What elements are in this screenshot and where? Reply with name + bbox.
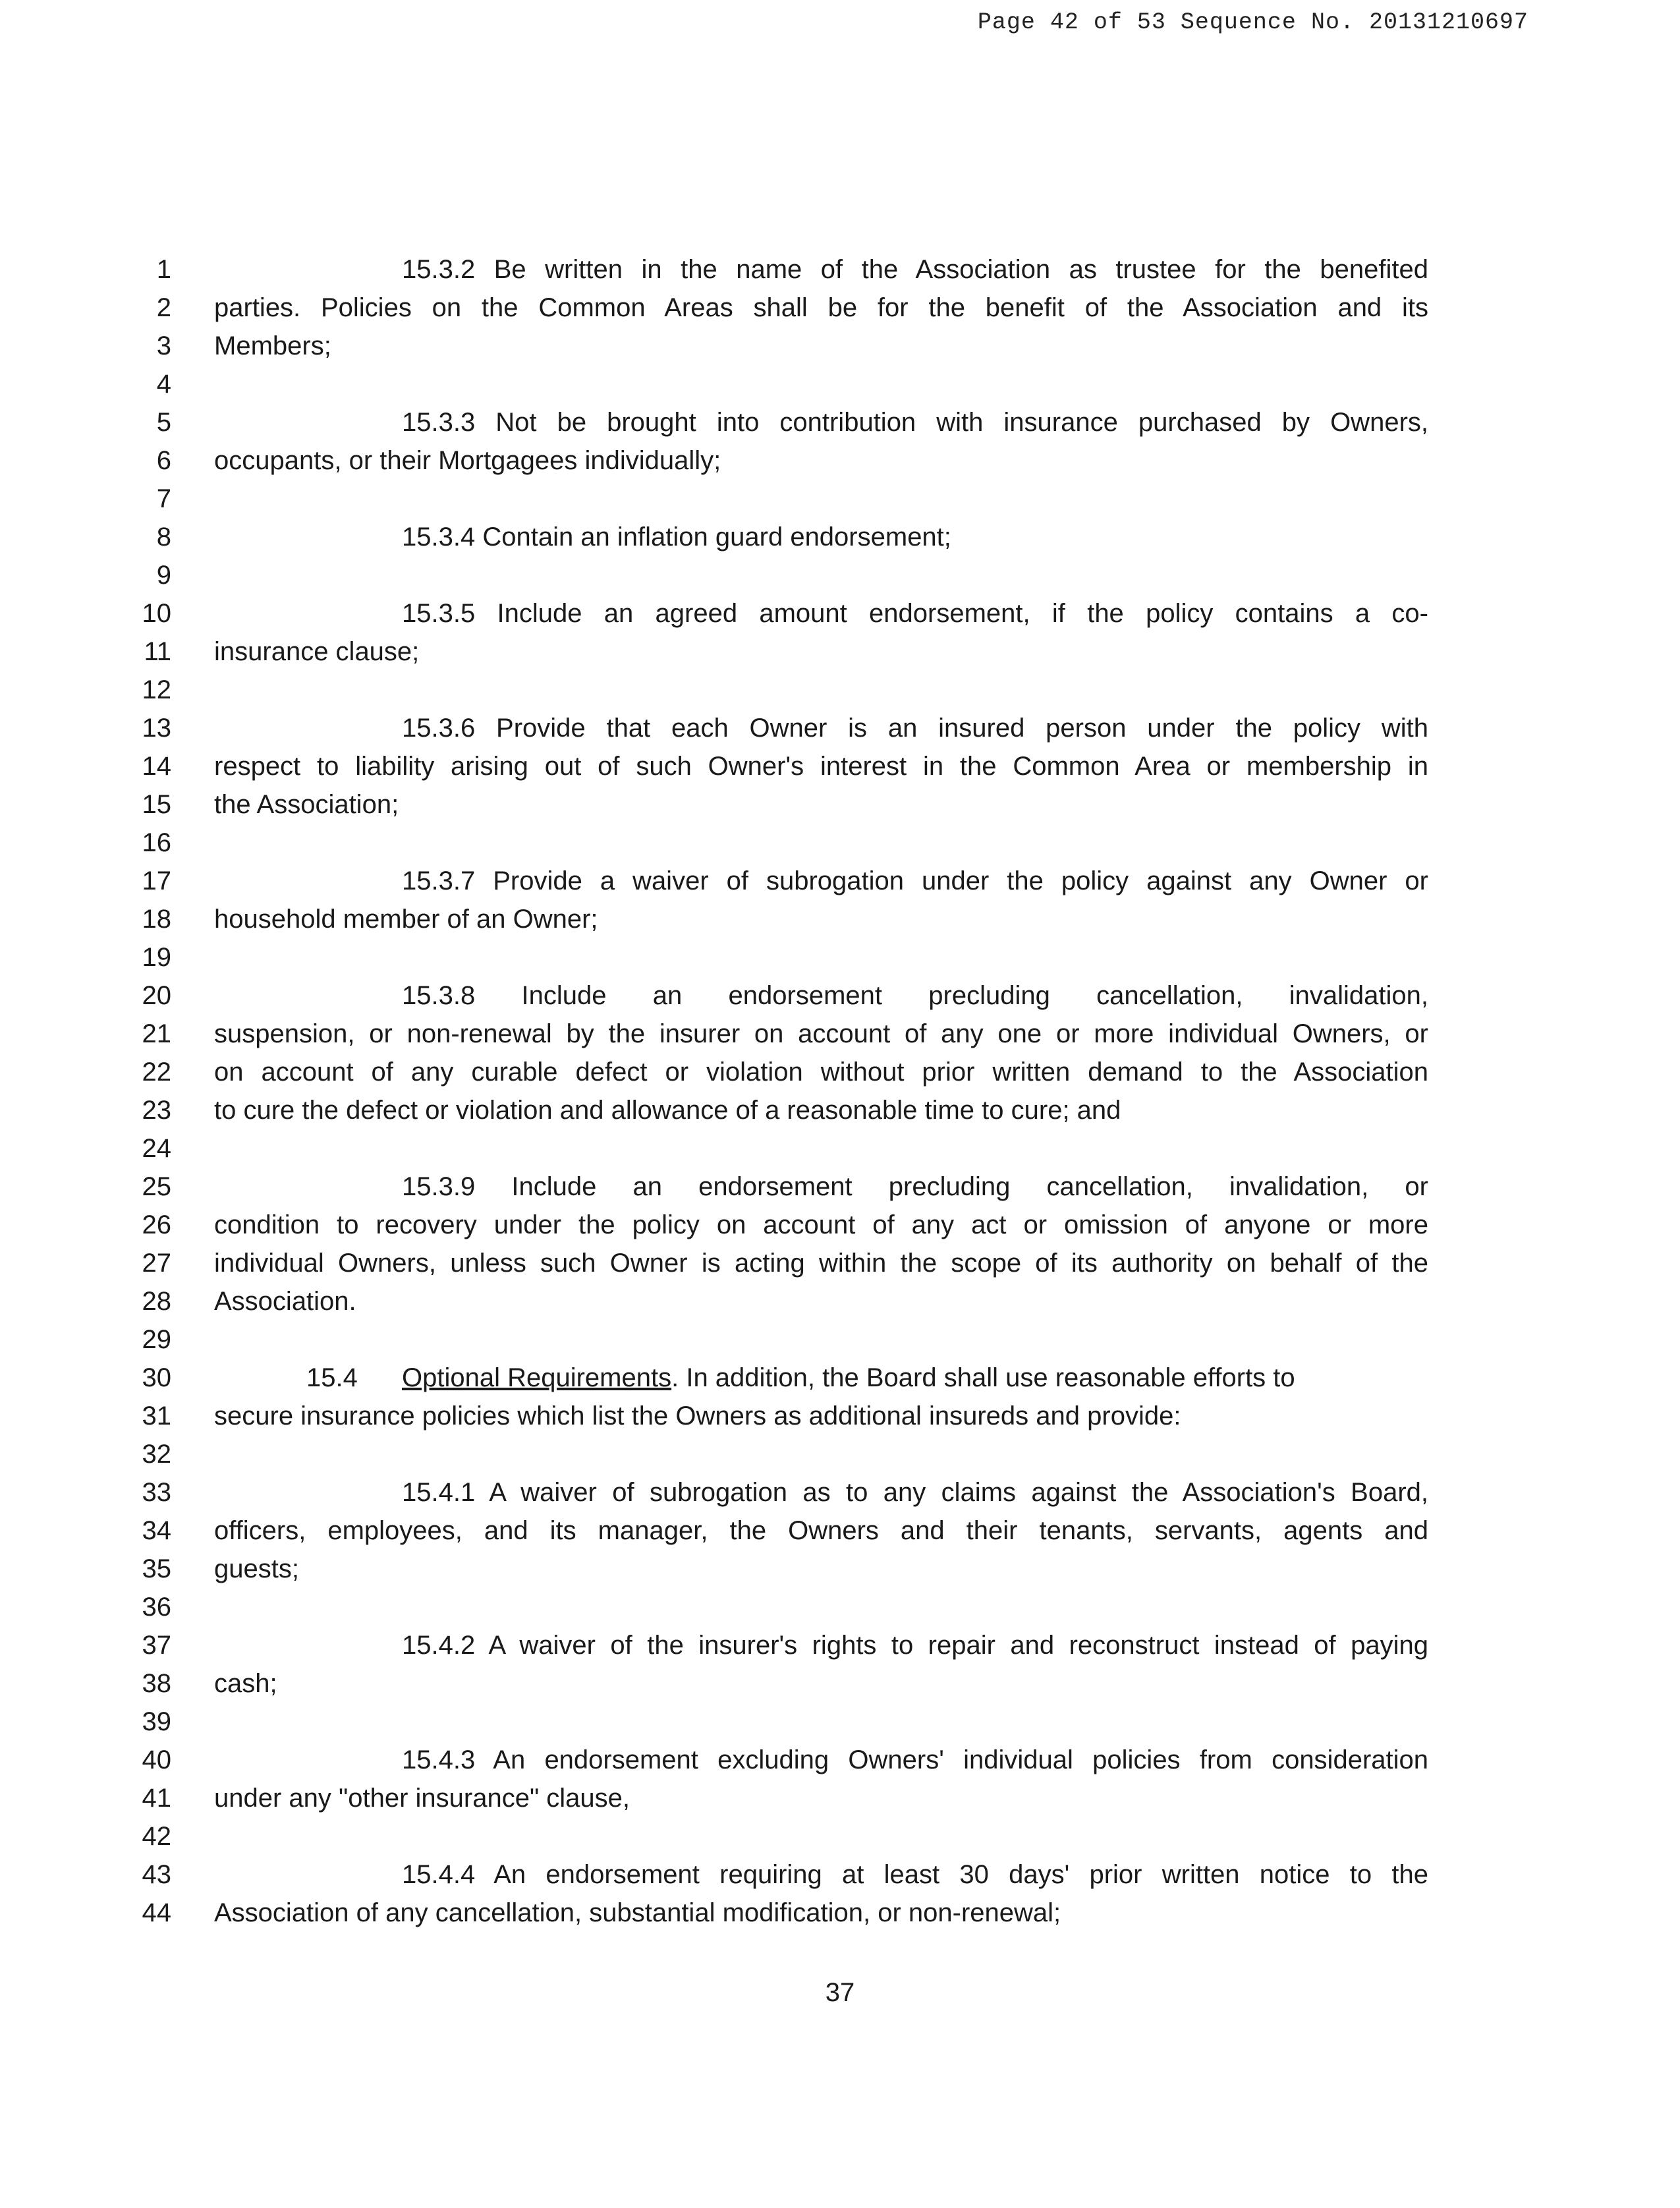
document-line — [0, 1359, 1680, 1397]
line-number: 9 — [156, 561, 171, 590]
line-number: 38 — [142, 1669, 171, 1698]
line-text: to cure the defect or violation and allowance of a reasonable time to cure; and — [214, 1096, 1121, 1125]
document-line — [0, 1779, 1680, 1817]
line-number: 41 — [142, 1784, 171, 1813]
line-number: 5 — [156, 408, 171, 437]
document-line — [0, 1626, 1680, 1664]
line-number: 36 — [142, 1593, 171, 1622]
line-text: Association. — [214, 1287, 356, 1316]
line-number: 8 — [156, 523, 171, 552]
line-text: 15.4.1 A waiver of subrogation as to any claims against the Association's Board, — [402, 1478, 1428, 1507]
line-number: 13 — [142, 714, 171, 743]
line-text: individual Owners, unless such Owner is acting within the scope of its authority on behalf of the — [214, 1249, 1428, 1278]
line-number: 28 — [142, 1287, 171, 1316]
document-line — [0, 1015, 1680, 1053]
line-number: 22 — [142, 1058, 171, 1087]
document-line — [0, 785, 1680, 824]
line-text: under any "other insurance" clause, — [214, 1784, 630, 1813]
section-number: 15.4 — [306, 1363, 358, 1392]
document-line — [0, 633, 1680, 671]
line-number: 33 — [142, 1478, 171, 1507]
line-text: 15.3.9 Include an endorsement precluding cancellation, invalidation, or — [402, 1172, 1428, 1201]
line-number: 35 — [142, 1554, 171, 1583]
document-line — [0, 1664, 1680, 1703]
document-line — [0, 365, 1680, 403]
line-number: 29 — [142, 1325, 171, 1354]
line-text: respect to liability arising out of such Owner's interest in the Common Area or membership in — [214, 752, 1428, 781]
line-number: 39 — [142, 1707, 171, 1736]
document-line — [0, 594, 1680, 633]
line-text: Association of any cancellation, substantial modification, or non-renewal; — [214, 1898, 1061, 1927]
line-text: occupants, or their Mortgagees individually; — [214, 446, 721, 475]
line-number: 1 — [156, 255, 171, 284]
line-number: 14 — [142, 752, 171, 781]
document-line — [0, 289, 1680, 327]
document-line — [0, 747, 1680, 785]
document-line — [0, 709, 1680, 747]
line-text: on account of any curable defect or violation without prior written demand to the Association — [214, 1058, 1428, 1087]
line-text: condition to recovery under the policy on account of any act or omission of anyone or more — [214, 1210, 1428, 1239]
line-number: 6 — [156, 446, 171, 475]
document-line — [0, 1741, 1680, 1779]
document-line — [0, 518, 1680, 556]
document-line — [0, 938, 1680, 977]
document-line — [0, 977, 1680, 1015]
line-text: secure insurance policies which list the Owners as additional insureds and provide: — [214, 1401, 1181, 1430]
line-number: 2 — [156, 293, 171, 322]
document-line — [0, 1091, 1680, 1129]
document-line — [0, 1894, 1680, 1932]
line-text: Members; — [214, 331, 331, 360]
line-text: suspension, or non-renewal by the insurer on account of any one or more individual Owners, or — [214, 1019, 1428, 1048]
line-text: household member of an Owner; — [214, 905, 598, 934]
line-text: 15.3.3 Not be brought into contribution with insurance purchased by Owners, — [402, 408, 1428, 437]
document-line — [0, 824, 1680, 862]
section-heading-line — [306, 1359, 1428, 1397]
document-line — [0, 403, 1680, 441]
line-number: 23 — [142, 1096, 171, 1125]
document-line — [0, 441, 1680, 480]
line-text: insurance clause; — [214, 637, 420, 666]
document-line — [0, 1397, 1680, 1435]
line-number: 12 — [142, 675, 171, 704]
line-number: 26 — [142, 1210, 171, 1239]
document-line — [0, 1588, 1680, 1626]
document-line — [0, 671, 1680, 709]
document-line — [0, 250, 1680, 289]
line-number: 40 — [142, 1745, 171, 1774]
line-number: 16 — [142, 828, 171, 857]
line-text: 15.4.2 A waiver of the insurer's rights to repair and reconstruct instead of paying — [402, 1631, 1428, 1660]
line-text: the Association; — [214, 790, 399, 819]
line-number: 18 — [142, 905, 171, 934]
document-line — [0, 327, 1680, 365]
line-number: 30 — [142, 1363, 171, 1392]
line-text: 15.4.3 An endorsement excluding Owners' individual policies from consideration — [402, 1745, 1428, 1774]
document-line — [0, 1817, 1680, 1855]
line-number: 7 — [156, 484, 171, 513]
line-number: 19 — [142, 943, 171, 972]
line-text: 15.3.6 Provide that each Owner is an insured person under the policy with — [402, 714, 1428, 743]
line-text: 15.3.7 Provide a waiver of subrogation under the policy against any Owner or — [402, 866, 1428, 895]
line-number: 24 — [142, 1134, 171, 1163]
line-number: 17 — [142, 866, 171, 895]
document-line — [0, 1473, 1680, 1512]
line-number: 10 — [142, 599, 171, 628]
line-number: 3 — [156, 331, 171, 360]
line-text: parties. Policies on the Common Areas shall be for the benefit of the Association and its — [214, 293, 1428, 322]
line-text: 15.3.4 Contain an inflation guard endorsement; — [402, 523, 951, 552]
line-number: 4 — [156, 370, 171, 399]
line-number: 43 — [142, 1860, 171, 1889]
document-line — [0, 1206, 1680, 1244]
document-line — [0, 1244, 1680, 1282]
document-line — [0, 1320, 1680, 1359]
line-text: 15.3.8 Include an endorsement precluding cancellation, invalidation, — [402, 981, 1428, 1010]
line-number: 31 — [142, 1401, 171, 1430]
line-number: 34 — [142, 1516, 171, 1545]
document-line — [0, 900, 1680, 938]
line-number: 11 — [144, 637, 171, 666]
document-line — [0, 1435, 1680, 1473]
page-header: Page 42 of 53 Sequence No. 20131210697 — [977, 9, 1528, 36]
line-text: . In addition, the Board shall use reasonable efforts to — [671, 1363, 1295, 1392]
document-line — [0, 862, 1680, 900]
line-text: 15.3.2 Be written in the name of the Association as trustee for the benefited — [402, 255, 1428, 284]
line-number: 37 — [142, 1631, 171, 1660]
document-line — [0, 1855, 1680, 1894]
document-line — [0, 1168, 1680, 1206]
line-text: officers, employees, and its manager, the Owners and their tenants, servants, agents and — [214, 1516, 1428, 1545]
document-line — [0, 1053, 1680, 1091]
line-text: guests; — [214, 1554, 299, 1583]
line-number: 42 — [142, 1822, 171, 1851]
line-number: 44 — [142, 1898, 171, 1927]
line-number: 27 — [142, 1249, 171, 1278]
document-line — [0, 1703, 1680, 1741]
line-text: 15.3.5 Include an agreed amount endorsement, if the policy contains a co- — [402, 599, 1428, 628]
document-line — [0, 1512, 1680, 1550]
document-line — [0, 1282, 1680, 1320]
line-text: 15.4.4 An endorsement requiring at least 30 days' prior written notice to the — [402, 1860, 1428, 1889]
line-number: 21 — [142, 1019, 171, 1048]
section-heading: Optional Requirements — [402, 1363, 672, 1392]
document-line — [0, 1129, 1680, 1168]
line-number: 20 — [142, 981, 171, 1010]
document-line — [0, 1550, 1680, 1588]
page-number: 37 — [825, 1978, 855, 2007]
line-number: 25 — [142, 1172, 171, 1201]
line-number: 15 — [142, 790, 171, 819]
line-text: cash; — [214, 1669, 277, 1698]
document-line — [0, 480, 1680, 518]
line-number: 32 — [142, 1440, 171, 1469]
document-line — [0, 556, 1680, 594]
